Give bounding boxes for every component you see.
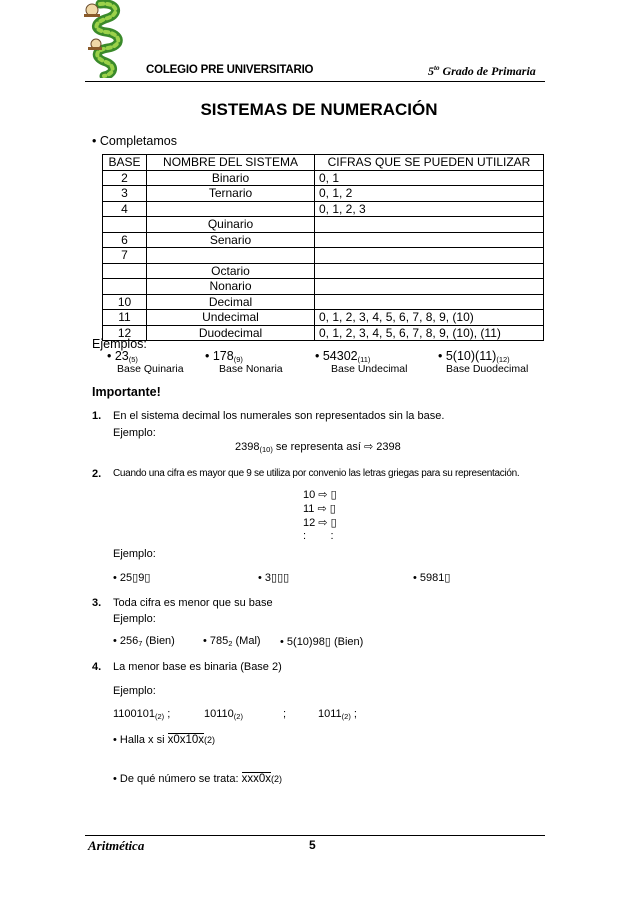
exercise-deque: • De qué número se trata: xxx0x(2) — [113, 773, 282, 785]
base-cell: 6 — [103, 232, 147, 248]
digits-cell — [315, 294, 544, 310]
continuation-dots: : : — [303, 530, 334, 542]
header-divider — [85, 81, 545, 82]
example-label: Ejemplo: — [113, 548, 156, 560]
table-row — [103, 232, 544, 248]
system-name-cell: Binario — [147, 170, 315, 186]
system-name-cell: Nonario — [147, 279, 315, 295]
rule-example: • 5(10)98▯ (Bien) — [280, 636, 364, 648]
rule-text: Toda cifra es menor que su base — [113, 597, 273, 609]
greek-symbol-box: ▯ — [329, 503, 336, 515]
example-label: Ejemplo: — [113, 685, 156, 697]
system-name-cell: Ternario — [147, 186, 315, 202]
digits-cell: 0, 1, 2, 3, 4, 5, 6, 7, 8, 9, (10) — [315, 310, 544, 326]
page-number: 5 — [309, 838, 316, 852]
system-name-cell: Senario — [147, 232, 315, 248]
footer-subject: Aritmética — [88, 838, 145, 853]
rule-number: 4. — [92, 661, 102, 673]
example-caption: Base Duodecimal — [446, 363, 529, 375]
rule-number: 1. — [92, 410, 102, 422]
rule-number: 2. — [92, 468, 102, 480]
digits-cell — [315, 217, 544, 233]
rule-example: $2398_{(10)}$ se representa así ⇨ 2398 — [235, 441, 401, 454]
rule-example: $1011_{(2)}$ ; — [318, 708, 357, 721]
digits-cell: 0, 1, 2, 3 — [315, 201, 544, 217]
digits-cell — [315, 232, 544, 248]
digits-cell: 0, 1, 2, 3, 4, 5, 6, 7, 8, 9, (10), (11) — [315, 325, 544, 341]
table-row — [103, 263, 544, 279]
digits-cell — [315, 248, 544, 264]
base-cell: 3 — [103, 186, 147, 202]
table-row — [103, 325, 544, 341]
page-title: SISTEMAS DE NUMERACIÓN — [200, 100, 438, 119]
column-header: CIFRAS QUE SE PUEDEN UTILIZAR — [315, 155, 544, 171]
rule-example: • $256_7$ (Bien) — [113, 635, 175, 648]
example-label: Ejemplo: — [113, 613, 156, 625]
base-cell: 7 — [103, 248, 147, 264]
system-name-cell — [147, 248, 315, 264]
system-name-cell: Decimal — [147, 294, 315, 310]
greek-mapping: 11 ⇨ ▯ — [303, 503, 336, 515]
rule-example: • $785_2$ (Mal) — [203, 635, 261, 648]
rule-example: $10110_{(2)}$ — [204, 708, 243, 721]
greek-mapping: 10 ⇨ ▯ — [303, 489, 337, 501]
rule-example: • 3▯▯▯ — [258, 572, 290, 584]
table-row — [103, 279, 544, 295]
example-label: Ejemplo: — [113, 427, 156, 439]
table-row — [103, 294, 544, 310]
base-cell — [103, 263, 147, 279]
example-item: • $23_{(5)}$ — [107, 349, 138, 364]
base-cell: 12 — [103, 325, 147, 341]
rule-example: • 5981▯ — [413, 572, 451, 584]
system-name-cell: Quinario — [147, 217, 315, 233]
rule-text: En el sistema decimal los numerales son representados sin la base. — [113, 410, 445, 422]
section-label: • Completamos — [92, 134, 177, 148]
table-row — [103, 248, 544, 264]
rule-text: Cuando una cifra es mayor que 9 se utiliza por convenio las letras griegas para su representación. — [113, 468, 520, 479]
digits-cell — [315, 263, 544, 279]
base-cell: 4 — [103, 201, 147, 217]
footer-divider — [85, 835, 545, 836]
rule-number: 3. — [92, 597, 102, 609]
school-name: COLEGIO PRE UNIVERSITARIO — [146, 64, 314, 76]
rule-example-separator: ; — [283, 708, 287, 720]
grade-label: $5^{to}$ Grado de Primaria — [428, 64, 536, 78]
greek-mapping: 12 ⇨ ▯ — [303, 517, 337, 529]
base-cell: 11 — [103, 310, 147, 326]
digits-cell: 0, 1 — [315, 170, 544, 186]
column-header: NOMBRE DEL SISTEMA — [147, 155, 315, 171]
important-heading: Importante! — [92, 385, 161, 399]
base-cell: 2 — [103, 170, 147, 186]
example-item: • $54302_{(11)}$ — [315, 349, 371, 364]
example-caption: Base Quinaria — [117, 363, 184, 375]
system-name-cell — [147, 201, 315, 217]
base-cell — [103, 217, 147, 233]
table-row — [103, 201, 544, 217]
base-cell: 10 — [103, 294, 147, 310]
system-name-cell: Duodecimal — [147, 325, 315, 341]
example-caption: Base Undecimal — [331, 363, 408, 375]
system-name-cell: Octario — [147, 263, 315, 279]
table-row — [103, 217, 544, 233]
base-cell — [103, 279, 147, 295]
rule-text: La menor base es binaria (Base 2) — [113, 661, 282, 673]
exercise-halla: • Halla x si x0x10x(2) — [113, 734, 216, 746]
example-item: • $5(10)(11)_{(12)}$ — [438, 349, 510, 364]
example-caption: Base Nonaria — [219, 363, 283, 375]
rule-example: $1100101_{(2)}$ ; — [113, 708, 171, 721]
table-row — [103, 170, 544, 186]
school-logo — [70, 0, 136, 78]
greek-symbol-box: ▯ — [330, 489, 337, 501]
numeral-systems-table — [102, 154, 544, 341]
column-header: BASE — [103, 155, 147, 171]
greek-symbol-box: ▯ — [330, 517, 337, 529]
digits-cell: 0, 1, 2 — [315, 186, 544, 202]
table-row — [103, 310, 544, 326]
examples-label: Ejemplos: — [92, 337, 147, 351]
example-item: • $178_{(9)}$ — [205, 349, 243, 364]
rule-example: • 25▯9▯ — [113, 572, 151, 584]
digits-cell — [315, 279, 544, 295]
table-row — [103, 186, 544, 202]
table-header-row — [103, 155, 544, 171]
system-name-cell: Undecimal — [147, 310, 315, 326]
